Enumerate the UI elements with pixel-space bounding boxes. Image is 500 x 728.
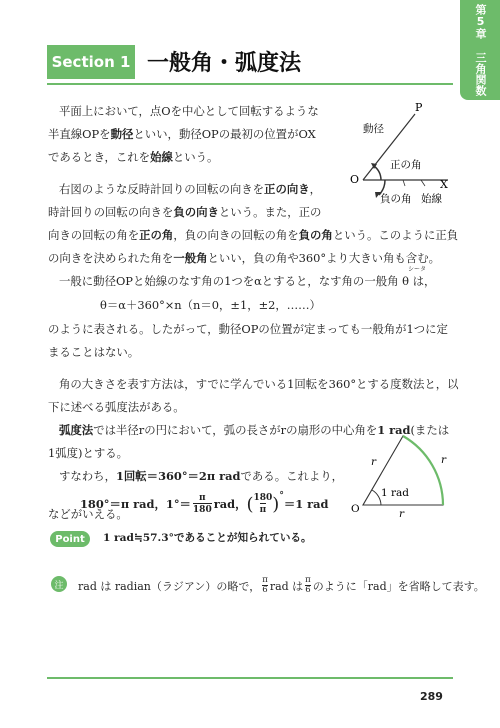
sector-label-angle: 1 rad	[381, 487, 410, 499]
note-icon: 注	[51, 576, 67, 592]
para2-line6: のように表される。したがって，動径OPの位置が定まっても一般角が1つに定	[48, 322, 448, 336]
label-negative-angle: 負の角	[380, 193, 412, 205]
para3-line2: 下に述べる弧度法がある。	[48, 400, 185, 414]
section-title: 一般角・弧度法	[147, 51, 302, 76]
note-text: rad は radian（ラジアン）の略で， π 6 rad は π 6 のように「rad」を省略して表す。	[78, 575, 485, 595]
angle-arc	[372, 490, 381, 505]
chapter-side-tab: 第5章 三角関数	[460, 0, 500, 100]
para2-line7: まることはない。	[48, 345, 140, 359]
point-text: 1 rad≒57.3°であることが知られている。	[103, 532, 312, 544]
para2-line3: 向きの回転の角を正の角，負の向きの回転の角を負の角という。このように正負	[48, 228, 459, 242]
positive-angle-arc	[374, 166, 381, 180]
radian-sector-figure	[345, 425, 465, 520]
para3-line3: 弧度法では半径rの円において，弧の長さがrの扇形の中心角を1 rad(または	[59, 423, 450, 437]
label-O: O	[350, 173, 360, 186]
para3-line1: 角の大きさを表す方法は，すでに学んでいる1回転を360°とする度数法と，以	[59, 377, 459, 391]
para2-line1: 右図のような反時計回りの回転の向きを正の向き，	[59, 182, 322, 196]
para1-line2: 半直線OPを動径といい，動径OPの最初の位置がOX	[48, 127, 316, 141]
header-divider	[47, 83, 453, 85]
footer-divider	[47, 677, 453, 679]
para3-line5: すなわち，1回転＝360°＝2π radである。これより，	[59, 469, 344, 483]
point-badge: Point	[50, 531, 90, 547]
label-initial-line: 始線	[421, 193, 442, 205]
label-P: P	[415, 101, 423, 114]
para3-line4: 1弧度)とする。	[48, 446, 129, 460]
sector-label-r-right: r	[441, 454, 447, 466]
section-header	[47, 45, 453, 79]
section-label: Section 1	[47, 45, 135, 79]
general-angle-figure	[335, 100, 460, 220]
radian-formula: 180°＝π rad，1°＝ π 180 rad， ( 180 π ) ° ＝1 rad	[80, 491, 329, 515]
theta-ruby: シータ	[408, 266, 427, 273]
general-angle-formula: θ＝α＋360°×n（n＝0，±1，±2，……）	[100, 298, 321, 312]
para1-line3: であるとき，これを始線という。	[48, 150, 219, 164]
label-positive-angle: 正の角	[390, 159, 422, 171]
sector-label-r-left: r	[371, 456, 377, 468]
sector-label-O: O	[351, 503, 360, 515]
para2-line5: 一般に動径OPと始線のなす角の1つをαとすると，なす角の一般角 θ は，	[59, 274, 436, 288]
para3-line6: などがいえる。	[48, 507, 128, 521]
sector-label-r-bottom: r	[399, 508, 405, 520]
label-X: X	[440, 178, 448, 191]
label-radius: 動径	[363, 123, 384, 135]
para1-line1: 平面上において，点Oを中心として回転するような	[59, 104, 319, 118]
page-number: 289	[420, 690, 443, 703]
para2-line2: 時計回りの回転の向きを負の向きという。また，正の	[48, 205, 322, 219]
para2-line4: の向きを決められた角を一般角といい，負の角や360°より大きい角も含む。	[48, 251, 440, 265]
